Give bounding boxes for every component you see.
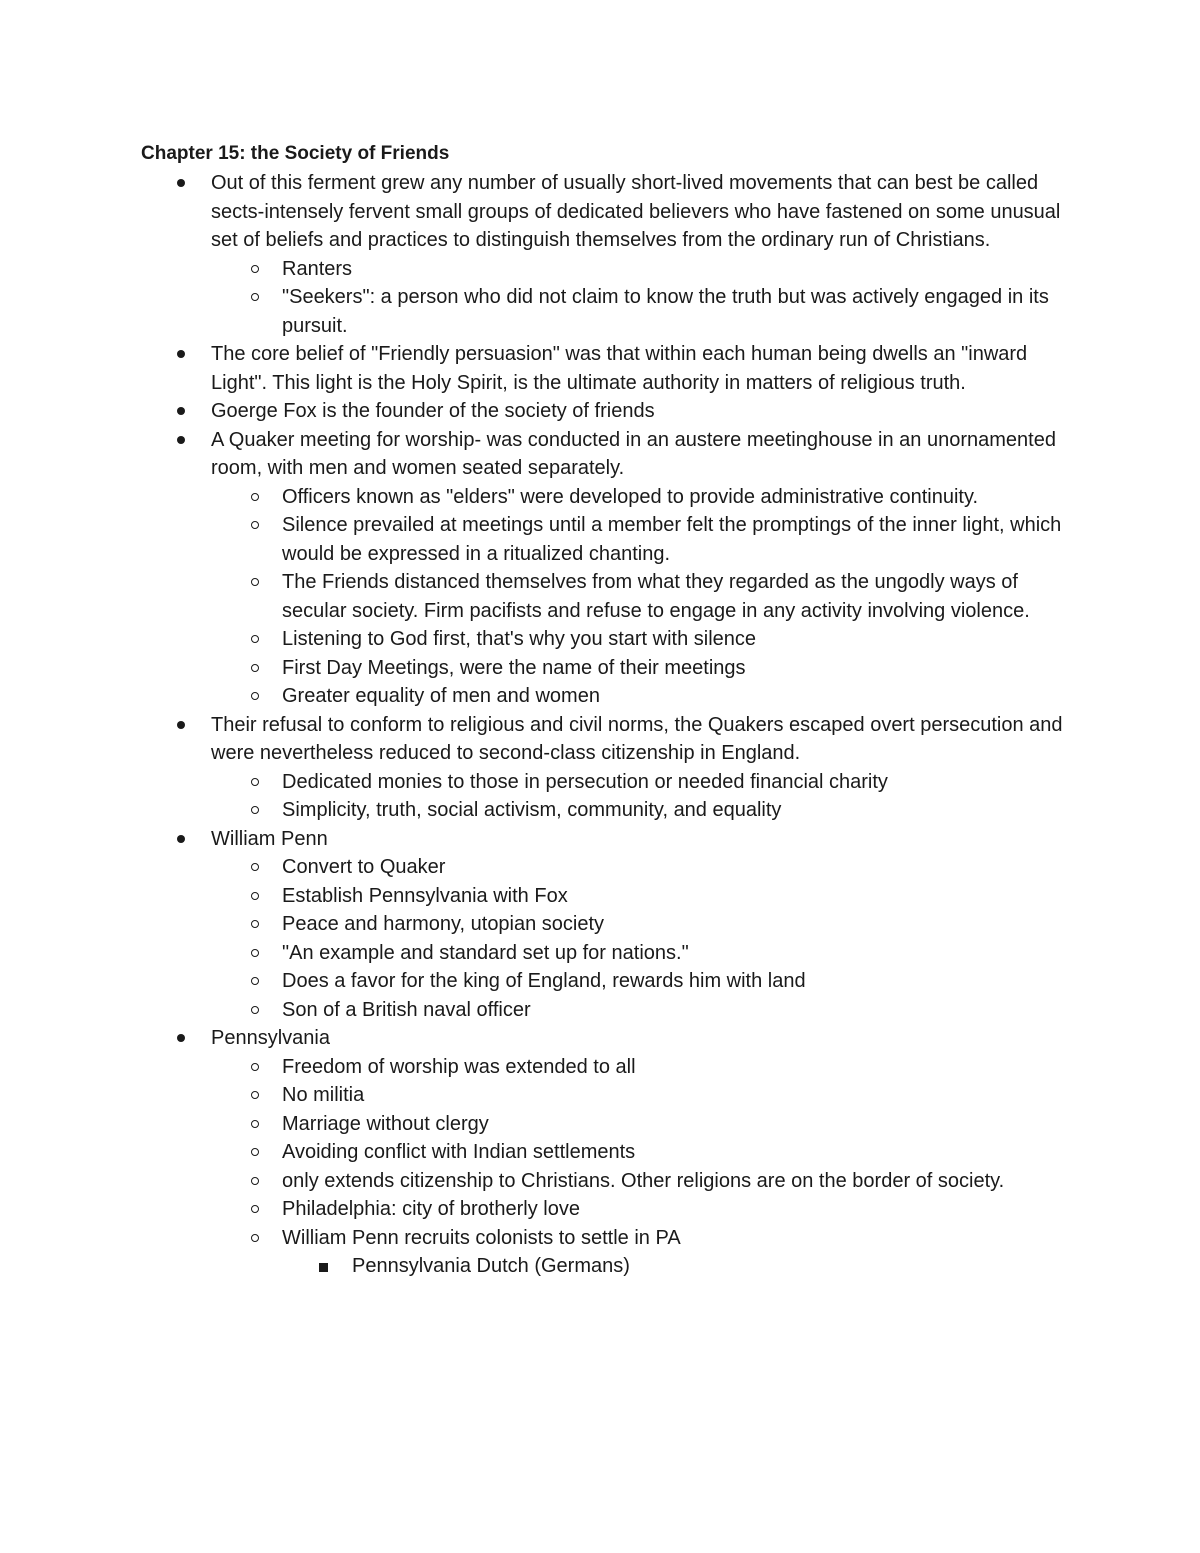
list-item-text: Peace and harmony, utopian society [282, 913, 605, 935]
list-item-text: Pennsylvania [211, 1027, 330, 1049]
list-item [211, 711, 1071, 768]
list-item-text: Listening to God first, that's why you start with silence [282, 628, 757, 650]
list-item-text: Pennsylvania Dutch (Germans) [352, 1255, 630, 1277]
list-item [282, 568, 1072, 625]
list-item-text: Avoiding conflict with Indian settlements [282, 1141, 636, 1163]
list-item-text: A Quaker meeting for worship- was conducted in an austere meetinghouse in an unornamented room, with men and women seated separately. [211, 428, 1056, 479]
hollow-circle-bullet-icon [251, 806, 259, 814]
list-item [282, 625, 1072, 654]
hollow-circle-bullet-icon [251, 1091, 259, 1099]
list-item-text: Son of a British naval officer [282, 998, 531, 1021]
list-item [211, 340, 1071, 397]
filled-circle-bullet-icon [177, 436, 185, 444]
filled-circle-bullet-icon [177, 407, 185, 415]
list-item-text: Out of this ferment grew any number of usually short-lived movements that can best be called sects-intensely fervent small groups of dedicated believers who have fastened on some unusual set of beliefs and practices to distinguish themselves from the ordinary run of Christians. [211, 172, 1061, 251]
list-item [211, 825, 1071, 854]
list-item-text: Convert to Quaker [282, 856, 446, 878]
list-item-text: Does a favor for the king of England, rewards him with land [282, 970, 806, 992]
list-item [282, 853, 1072, 882]
hollow-circle-bullet-icon [251, 521, 259, 529]
hollow-circle-bullet-icon [251, 293, 259, 301]
list-item-text: Marriage without clergy [282, 1112, 489, 1135]
hollow-circle-bullet-icon [251, 892, 259, 900]
list-item-text: William Penn [211, 827, 328, 850]
list-item-text: Officers known as "elders" were developed to provide administrative continuity. [282, 485, 979, 508]
list-item-text: The Friends distanced themselves from what they regarded as the ungodly ways of secular society. Firm pacifists and refuse to engage in any activity involving violence. [282, 571, 1030, 622]
filled-circle-bullet-icon [177, 721, 185, 729]
list-item [282, 882, 1072, 911]
list-item [352, 1252, 1072, 1281]
hollow-circle-bullet-icon [251, 1234, 259, 1242]
list-item [282, 283, 1072, 340]
list-item-text: Philadelphia: city of brotherly love [282, 1198, 580, 1220]
list-item [282, 1110, 1072, 1139]
list-item [282, 939, 1072, 968]
filled-circle-bullet-icon [177, 835, 185, 843]
hollow-circle-bullet-icon [251, 977, 259, 985]
list-item-text: Greater equality of men and women [282, 685, 600, 707]
list-item [282, 1053, 1072, 1082]
list-item [282, 1195, 1072, 1224]
list-item [211, 1024, 1071, 1053]
notes-list [0, 169, 1200, 1281]
list-item-text: Ranters [282, 257, 353, 280]
list-item [282, 511, 1072, 568]
list-item [282, 1224, 1072, 1253]
list-item-text: First Day Meetings, were the name of their meetings [282, 656, 746, 679]
list-item [211, 169, 1071, 255]
list-item [282, 1081, 1072, 1110]
list-item-text: The core belief of "Friendly persuasion" was that within each human being dwells an "inward Light". This light is the Holy Spirit, is the ultimate authority in matters of religious truth. [211, 343, 1028, 394]
page-title: Chapter 15: the Society of Friends [141, 143, 450, 164]
list-item-text: Dedicated monies to those in persecution or needed financial charity [282, 770, 888, 793]
list-item-text: William Penn recruits colonists to settle in PA [282, 1226, 681, 1249]
list-item-text: "Seekers": a person who did not claim to know the truth but was actively engaged in its pursuit. [282, 286, 1049, 337]
filled-square-bullet-icon [319, 1263, 328, 1272]
hollow-circle-bullet-icon [251, 578, 259, 586]
filled-circle-bullet-icon [177, 1034, 185, 1042]
list-item [282, 1138, 1072, 1167]
list-item [282, 654, 1072, 683]
list-item-text: "An example and standard set up for nations." [282, 941, 689, 964]
list-item [282, 910, 1072, 939]
hollow-circle-bullet-icon [251, 664, 259, 672]
filled-circle-bullet-icon [177, 350, 185, 358]
list-item [282, 255, 1072, 284]
list-item-text: Establish Pennsylvania with Fox [282, 884, 568, 907]
list-item-text: only extends citizenship to Christians. Other religions are on the border of society. [282, 1169, 1005, 1192]
list-item-text: Freedom of worship was extended to all [282, 1055, 636, 1078]
list-item-text: No militia [282, 1084, 365, 1106]
hollow-circle-bullet-icon [251, 1148, 259, 1156]
list-item-text: Simplicity, truth, social activism, community, and equality [282, 799, 782, 821]
hollow-circle-bullet-icon [251, 863, 259, 871]
hollow-circle-bullet-icon [251, 778, 259, 786]
list-item [211, 397, 1071, 426]
list-item [282, 768, 1072, 797]
hollow-circle-bullet-icon [251, 1120, 259, 1128]
list-item-text: Their refusal to conform to religious and civil norms, the Quakers escaped overt persecution and were nevertheless reduced to second-class citizenship in England. [211, 713, 1063, 764]
hollow-circle-bullet-icon [251, 265, 259, 273]
hollow-circle-bullet-icon [251, 692, 259, 700]
list-item [282, 796, 1072, 825]
list-item [282, 483, 1072, 512]
list-item [282, 967, 1072, 996]
list-item-text: Goerge Fox is the founder of the society of friends [211, 400, 655, 422]
hollow-circle-bullet-icon [251, 949, 259, 957]
hollow-circle-bullet-icon [251, 1177, 259, 1185]
hollow-circle-bullet-icon [251, 1063, 259, 1071]
list-item-text: Silence prevailed at meetings until a member felt the promptings of the inner light, which would be expressed in a ritualized chanting. [282, 514, 1062, 565]
list-item [211, 426, 1071, 483]
list-item [282, 1167, 1072, 1196]
list-item [282, 682, 1072, 711]
hollow-circle-bullet-icon [251, 920, 259, 928]
hollow-circle-bullet-icon [251, 635, 259, 643]
hollow-circle-bullet-icon [251, 1205, 259, 1213]
hollow-circle-bullet-icon [251, 493, 259, 501]
hollow-circle-bullet-icon [251, 1006, 259, 1014]
filled-circle-bullet-icon [177, 179, 185, 187]
list-item [282, 996, 1072, 1025]
